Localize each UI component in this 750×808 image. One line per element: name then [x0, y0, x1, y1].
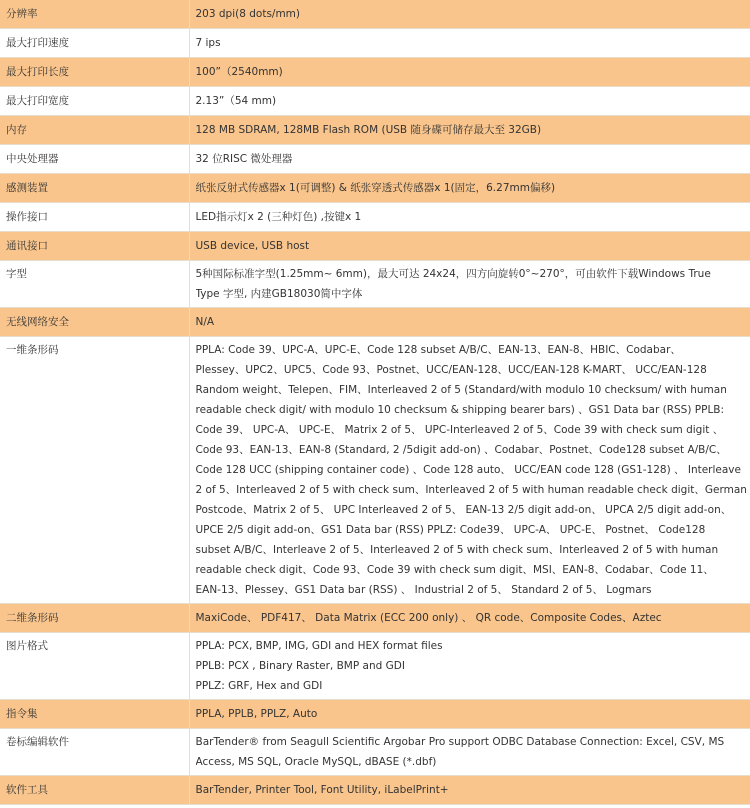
spec-label: 无线网络安全	[6, 316, 69, 328]
spec-row-2d-barcodes	[0, 604, 750, 633]
spec-label: 最大打印长度	[6, 66, 69, 78]
spec-value: USB device, USB host	[195, 240, 310, 252]
spec-value-line: Random weight、Telepen、FIM、Interleaved 2 of 5 (Standard/with modulo 10 checksum/ with human	[195, 384, 727, 396]
spec-row-max-length	[0, 58, 750, 87]
spec-label: 一维条形码	[6, 344, 59, 356]
spec-label: 分辨率	[6, 8, 38, 20]
spec-value-line: PPLA: Code 39、UPC-A、UPC-E、Code 128 subset A/B/C、EAN-13、EAN-8、HBIC、Codabar、	[195, 344, 681, 356]
spec-value: BarTender, Printer Tool, Font Utility, iLabelPrint+	[195, 784, 449, 796]
spec-value-line: readable check digit、Code 93、Code 39 with check sum digit、MSI、EAN-8、Codabar、Code 11、	[195, 564, 714, 576]
spec-value: 2.13”（54 mm)	[195, 95, 277, 107]
spec-value-line: Code 39、 UPC-A、 UPC-E、 Matrix 2 of 5、 UPC-Interleaved 2 of 5、Code 39 with check sum digit 、	[195, 424, 724, 436]
spec-label: 最大打印宽度	[6, 95, 69, 107]
spec-row-resolution	[0, 0, 750, 29]
spec-value-line: Access, MS SQL, Oracle MySQL, dBASE (*.dbf)	[195, 756, 437, 768]
spec-row-max-speed	[0, 29, 750, 58]
spec-value-line: 5种国际标准字型(1.25mm~ 6mm)，最大可达 24x24，四方向旋转0°~270°，可由软件下载Windows True	[195, 268, 711, 280]
spec-value-line: BarTender® from Seagull Scientific Argobar Pro support ODBC Database Connection: Excel, CSV, MS	[195, 736, 725, 748]
spec-label: 软件工具	[6, 784, 48, 796]
spec-row-command-set	[0, 700, 750, 729]
spec-label: 最大打印速度	[6, 37, 69, 49]
spec-label: 图片格式	[6, 640, 48, 652]
spec-row-fonts	[0, 261, 750, 308]
spec-label: 二维条形码	[6, 612, 59, 624]
spec-value-line: subset A/B/C、Interleave 2 of 5、Interleaved 2 of 5 with check sum、Interleaved 2 of 5 with human	[195, 544, 719, 556]
spec-row-max-width	[0, 87, 750, 116]
spec-value: MaxiCode、 PDF417、 Data Matrix (ECC 200 only) 、 QR code、Composite Codes、Aztec	[195, 612, 662, 624]
spec-value-line: readable check digit/ with modulo 10 checksum & shipping bearer bars) 、GS1 Data bar (RSS) PPLB:	[195, 404, 725, 416]
spec-value: 203 dpi(8 dots/mm)	[195, 8, 301, 20]
spec-value-line: Code 128 UCC (shipping container code) 、Code 128 auto、 UCC/EAN code 128 (GS1-128) 、 Interleave	[195, 464, 741, 476]
spec-value-line: PPLA: PCX, BMP, IMG, GDI and HEX format files	[195, 640, 443, 652]
spec-label: 中央处理器	[6, 153, 59, 165]
spec-label: 内存	[6, 124, 27, 136]
spec-value-line: UPCE 2/5 digit add-on、GS1 Data bar (RSS) PPLZ: Code39、 UPC-A、 UPC-E、 Postnet、 Code128	[195, 524, 706, 536]
spec-value-line: EAN-13、Plessey、GS1 Data bar (RSS) 、 Industrial 2 of 5、 Standard 2 of 5、 Logmars	[195, 584, 652, 596]
spec-value: LED指示灯x 2 (三种灯色) ,按键x 1	[195, 211, 362, 223]
spec-row-label-software	[0, 729, 750, 776]
spec-label: 通讯接口	[6, 240, 48, 252]
spec-row-1d-barcodes	[0, 337, 750, 604]
spec-value: 7 ips	[195, 37, 221, 49]
spec-row-wireless-security	[0, 308, 750, 337]
spec-value: N/A	[195, 316, 215, 328]
spec-value-line: Plessey、UPC2、UPC5、Code 93、Postnet、UCC/EAN-128、UCC/EAN-128 K-MART、 UCC/EAN-128	[195, 364, 707, 376]
spec-row-memory	[0, 116, 750, 145]
spec-value-line: PPLB: PCX , Binary Raster, BMP and GDI	[195, 660, 405, 672]
spec-value: 100”（2540mm)	[195, 66, 283, 78]
spec-value: 纸张反射式传感器x 1(可调整) & 纸张穿透式传感器x 1(固定，6.27mm偏移)	[195, 182, 556, 194]
spec-row-cpu	[0, 145, 750, 174]
spec-label: 感测装置	[6, 182, 48, 194]
spec-row-software-tools	[0, 776, 750, 805]
spec-label: 字型	[6, 268, 27, 280]
spec-value: 32 位RISC 微处理器	[195, 153, 293, 165]
spec-value: 128 MB SDRAM, 128MB Flash ROM (USB 随身碟可储存最大至 32GB)	[195, 124, 542, 136]
spec-row-image-formats	[0, 633, 750, 700]
spec-label: 操作接口	[6, 211, 48, 223]
spec-value-line: PPLZ: GRF, Hex and GDI	[195, 680, 323, 692]
spec-value-line: 2 of 5、Interleaved 2 of 5 with check sum、Interleaved 2 of 5 with human readable check digit、German	[195, 484, 747, 496]
spec-row-sensors	[0, 174, 750, 203]
spec-row-operation-interface	[0, 203, 750, 232]
spec-value-line: Postcode、Matrix 2 of 5、 UPC Interleaved 2 of 5、 EAN-13 2/5 digit add-on、 UPCA 2/5 digit add-on、	[195, 504, 732, 516]
spec-value: PPLA, PPLB, PPLZ, Auto	[195, 708, 318, 720]
spec-label: 指令集	[6, 708, 38, 720]
spec-row-communication	[0, 232, 750, 261]
spec-value-line: Code 93、EAN-13、EAN-8 (Standard, 2 /5digit add-on) 、Codabar、Postnet、Code128 subset A/B/C、	[195, 444, 727, 456]
spec-label: 卷标编辑软件	[6, 736, 69, 748]
spec-value-line: Type 字型, 内建GB18030简中字体	[195, 288, 363, 300]
